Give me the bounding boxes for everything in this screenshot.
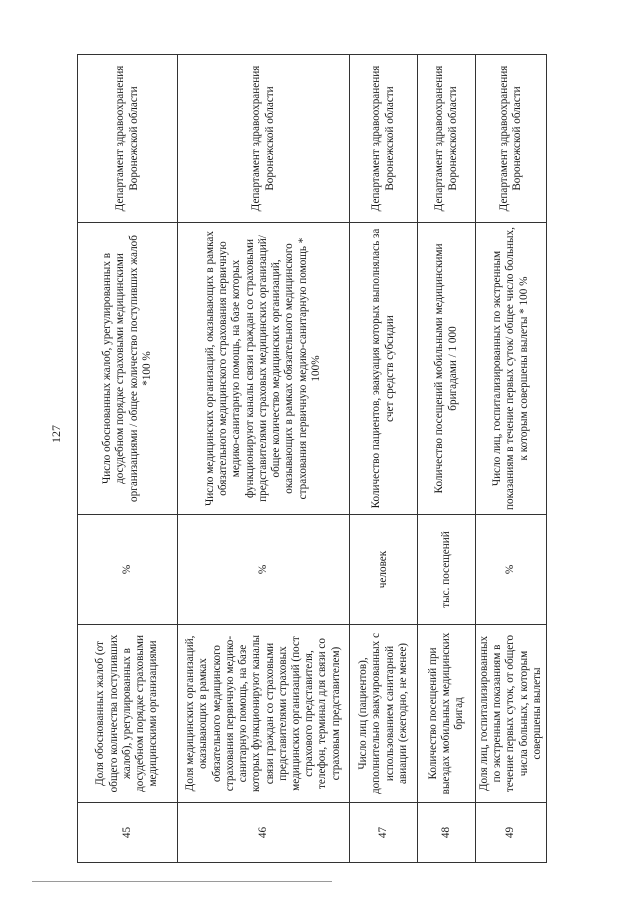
unit-cell: человек (350, 515, 418, 625)
table-row (418, 55, 476, 863)
table-row (78, 55, 178, 863)
row-number: 49 (476, 803, 547, 863)
calculation-method: Количество посещений мобильными медицинскими бригадами / 1 000 (418, 223, 476, 515)
footer-divider (32, 881, 332, 882)
calculation-method: Число обоснованных жалоб, урегулированных в досудебном порядке страховыми медицинскими организациями / общее количество поступивших жалоб *100 % (78, 223, 178, 515)
responsible-body: Департамент здравоохранения Воронежской области (78, 55, 178, 223)
calculation-method: Число лиц, госпитализированных по экстренным показаниям в течение первых суток/ общее число больных, к которым совершены вылеты * 100 % (476, 223, 547, 515)
calculation-method: Количество пациентов, эвакуация которых выполнялась за счет средств субсидии (350, 223, 418, 515)
row-number: 45 (78, 803, 178, 863)
responsible-body: Департамент здравоохранения Воронежской области (350, 55, 418, 223)
page-number: 127 (49, 425, 63, 443)
indicator-name: Доля лиц, госпитализированных по экстренным показаниям в течение первых суток, от общего числа больных, к которым совершены вылеты (476, 625, 547, 803)
table-row (178, 55, 350, 863)
indicator-name: Число лиц (пациентов), дополнительно эвакуированных с использованием санитарной авиации (ежегодно, не менее) (350, 625, 418, 803)
row-number: 47 (350, 803, 418, 863)
unit-cell: % (178, 515, 350, 625)
rotated-table-container (77, 55, 543, 863)
row-number: 46 (178, 803, 350, 863)
table-row (476, 55, 547, 863)
row-number: 48 (418, 803, 476, 863)
indicator-name: Доля медицинских организаций, оказывающих в рамках обязательного медицинского страхования первичную медико-санитарную помощь, на базе которых функционируют каналы связи граждан со страховыми представителями страховых медицинских организаций (пост страхового представителя, телефон, терминал для связи со страховым представителем) (178, 625, 350, 803)
indicator-name: Количество посещений при выездах мобильных медицинских бригад (418, 625, 476, 803)
responsible-body: Департамент здравоохранения Воронежской области (178, 55, 350, 223)
table-row (350, 55, 418, 863)
indicator-name: Доля обоснованных жалоб (от общего количества поступивших жалоб), урегулированных в досудебном порядке страховыми медицинскими организациями (78, 625, 178, 803)
responsible-body: Департамент здравоохранения Воронежской области (418, 55, 476, 223)
responsible-body: Департамент здравоохранения Воронежской области (476, 55, 547, 223)
unit-cell: тыс. посещений (418, 515, 476, 625)
unit-cell: % (78, 515, 178, 625)
calculation-method: Число медицинских организаций, оказывающих в рамках обязательного медицинского страхования первичную медико-санитарную помощь, на базе которых функционируют каналы связи граждан со страховыми представителями страховых медицинских организаций/ общее количество медицинских организаций, оказывающих в рамках обязательного медицинского страхования первичную медико-санитарную помощь * 100% (178, 223, 350, 515)
unit-cell: % (476, 515, 547, 625)
indicators-table (77, 54, 547, 863)
